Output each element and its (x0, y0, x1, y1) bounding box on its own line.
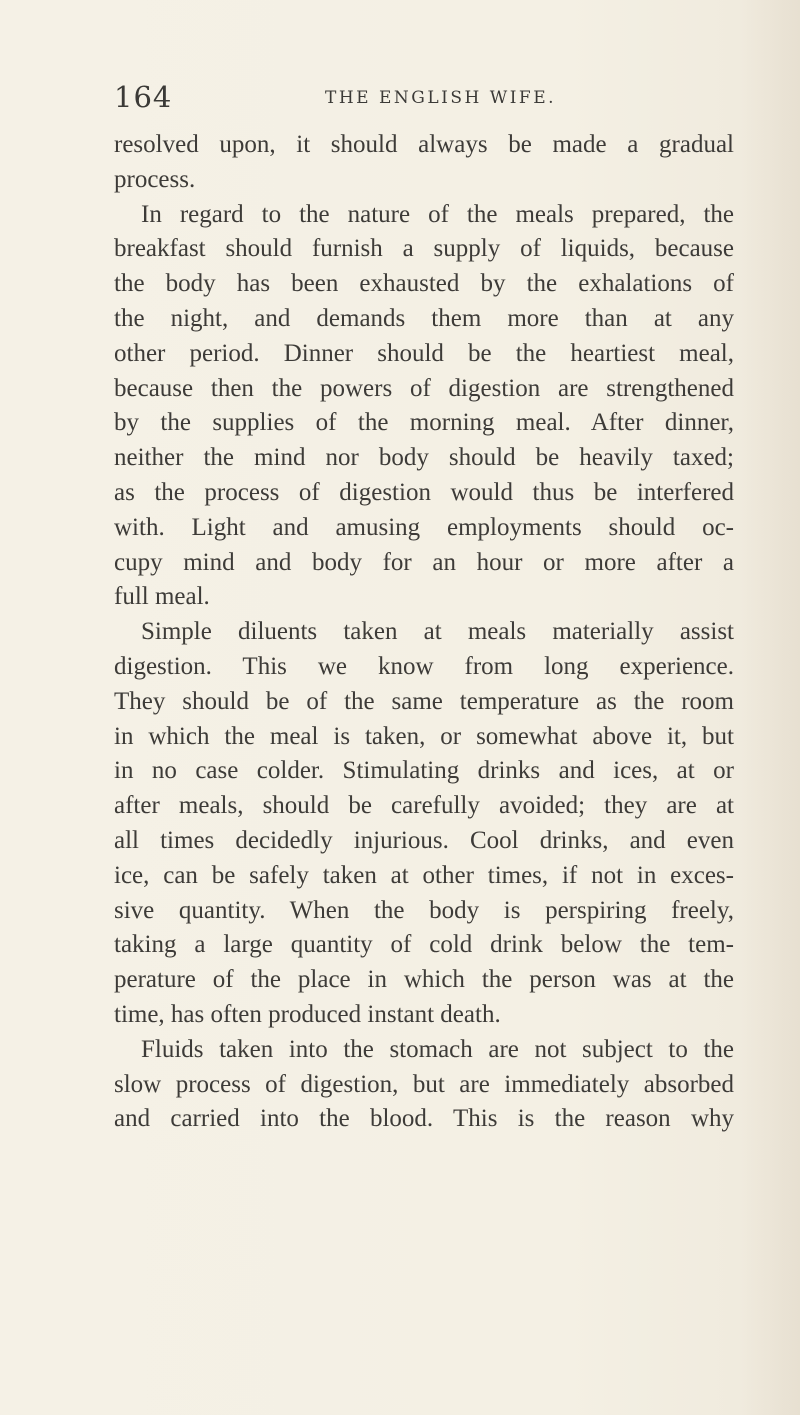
page-edge-shadow (740, 0, 800, 1415)
running-title: THE ENGLISH WIFE. (325, 88, 557, 108)
text-line: time, has often produced instant death. (114, 1000, 501, 1028)
text-line: digestion. This we know from long experience. (114, 652, 734, 680)
page-header (114, 80, 734, 120)
text-line: sive quantity. When the body is perspiring freely, (114, 896, 734, 924)
text-line: with. Light and amusing employments should oc- (114, 513, 734, 541)
text-line: taking a large quantity of cold drink below the tem- (114, 931, 734, 959)
text-line: perature of the place in which the person was at the (114, 966, 734, 994)
text-line: process. (114, 165, 196, 193)
text-line: slow process of digestion, but are immediately absorbed (114, 1070, 734, 1098)
text-line: full meal. (114, 583, 210, 611)
text-line: In regard to the nature of the meals prepared, the (141, 200, 734, 228)
text-line: neither the mind nor body should be heavily taxed; (114, 444, 734, 472)
text-line: Fluids taken into the stomach are not subject to the (141, 1035, 734, 1063)
text-line: breakfast should furnish a supply of liquids, because (114, 235, 734, 263)
text-line: resolved upon, it should always be made a gradual (114, 131, 734, 158)
text-line: They should be of the same temperature as the room (114, 687, 734, 715)
text-line: by the supplies of the morning meal. After dinner, (114, 409, 734, 437)
text-line: cupy mind and body for an hour or more after a (114, 548, 734, 576)
text-line: as the process of digestion would thus be interfered (114, 478, 734, 506)
text-line: other period. Dinner should be the heartiest meal, (114, 339, 734, 367)
text-line: because then the powers of digestion are strengthened (114, 374, 734, 402)
text-line: in which the meal is taken, or somewhat above it, but (114, 722, 734, 750)
text-line: in no case colder. Stimulating drinks and ices, at or (114, 757, 734, 785)
text-line: the body has been exhausted by the exhalations of (114, 270, 734, 298)
page-number: 164 (114, 80, 173, 114)
text-line: all times decidedly injurious. Cool drinks, and even (114, 826, 734, 854)
text-line: and carried into the blood. This is the reason why (114, 1105, 734, 1133)
text-line: the night, and demands them more than at any (114, 304, 734, 332)
body-text (114, 128, 734, 1338)
text-line: Simple diluents taken at meals materially assist (141, 618, 734, 646)
text-line: ice, can be safely taken at other times, if not in exces- (114, 861, 734, 889)
text-line: after meals, should be carefully avoided; they are at (114, 792, 734, 820)
